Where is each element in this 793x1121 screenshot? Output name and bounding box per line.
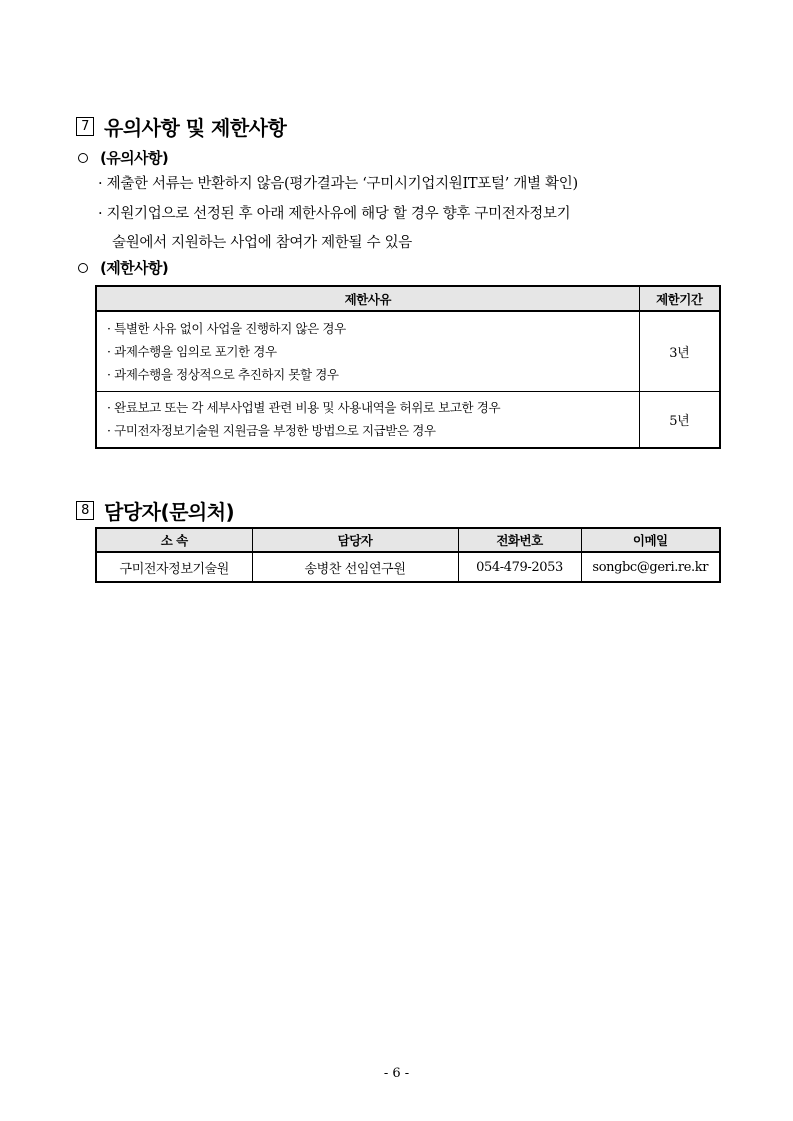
phone-cell: 054-479-2053	[458, 552, 581, 582]
notes-heading	[78, 147, 168, 168]
section-7-number: 7	[76, 117, 94, 136]
section-8-title	[76, 496, 234, 525]
table-row	[96, 311, 720, 391]
header-affiliation: 소 속	[96, 528, 252, 552]
reason-item: · 과제수행을 임의로 포기한 경우	[107, 343, 277, 359]
circle-bullet-icon	[78, 263, 88, 273]
section-7-title-text: 유의사항 및 제한사항	[104, 116, 287, 140]
header-contact-person: 담당자	[252, 528, 458, 552]
header-reason: 제한사유	[96, 286, 639, 311]
reason-item: · 구미전자정보기술원 지원금을 부정한 방법으로 지급받은 경우	[107, 423, 436, 439]
limits-heading	[78, 257, 168, 278]
section-8-title-text: 담당자(문의처)	[104, 500, 235, 524]
contact-table	[95, 527, 721, 583]
contact-person-cell: 송병찬 선임연구원	[252, 552, 458, 582]
header-period: 제한기간	[639, 286, 720, 311]
header-phone: 전화번호	[458, 528, 581, 552]
period-cell: 5년	[639, 391, 720, 448]
note-line-3: 술원에서 지원하는 사업에 참여가 제한될 수 있음	[112, 235, 412, 251]
section-8-number: 8	[76, 501, 94, 520]
table-row	[96, 552, 720, 582]
contact-table-header	[96, 528, 720, 552]
reason-item: · 특별한 사유 없이 사업을 진행하지 않은 경우	[107, 320, 346, 336]
limits-table-header	[96, 286, 720, 311]
reason-cell	[96, 311, 639, 391]
header-email: 이메일	[581, 528, 720, 552]
email-cell: songbc@geri.re.kr	[581, 552, 720, 582]
reason-item: · 완료보고 또는 각 세부사업별 관련 비용 및 사용내역을 허위로 보고한 경우	[107, 400, 501, 416]
limits-table	[95, 285, 721, 449]
page-number: - 6 -	[383, 1066, 410, 1081]
affiliation-cell: 구미전자정보기술원	[96, 552, 252, 582]
circle-bullet-icon	[78, 153, 88, 163]
reason-cell	[96, 391, 639, 448]
table-row	[96, 391, 720, 448]
note-line-1: · 제출한 서류는 반환하지 않음(평가결과는 ‘구미시기업지원IT포털’ 개별 확인)	[98, 176, 578, 192]
limits-heading-text: (제한사항)	[100, 259, 169, 277]
notes-heading-text: (유의사항)	[100, 149, 169, 167]
note-line-2: · 지원기업으로 선정된 후 아래 제한사유에 해당 할 경우 향후 구미전자정보기	[98, 206, 571, 222]
section-7-title	[76, 112, 286, 141]
period-cell: 3년	[639, 311, 720, 391]
reason-item: · 과제수행을 정상적으로 추진하지 못할 경우	[107, 366, 339, 382]
